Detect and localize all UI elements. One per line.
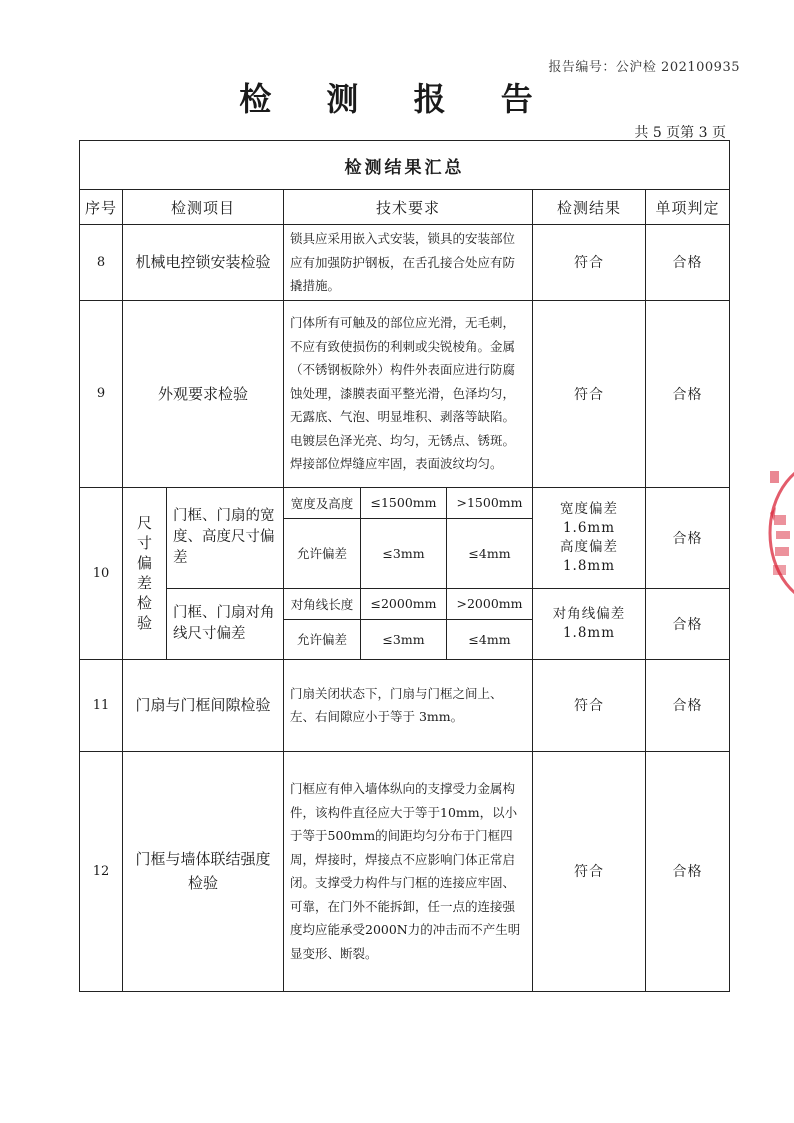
test-result [533,588,646,659]
test-result: 符合 [533,659,646,751]
inspection-seal-fragment [764,455,794,610]
sub-test-item: 门框、门扇对角线尺寸偏差 [167,588,284,659]
table-row [80,588,730,619]
tolerance-label: 允许偏差 [284,619,361,659]
row-number: 8 [80,225,123,301]
test-result [533,487,646,588]
item-verdict: 合格 [646,225,730,301]
result-line: 1.8mm [562,557,616,574]
technical-requirement: 门扇关闭状态下，门扇与门框之间上、左、右间隙应小于等于 3mm。 [284,659,533,751]
row-number: 10 [80,487,123,659]
item-verdict: 合格 [646,588,730,659]
test-item: 门扇与门框间隙检验 [123,659,284,751]
results-summary-table [79,140,730,992]
dimension-label: 宽度及高度 [284,487,361,518]
test-result: 符合 [533,225,646,301]
test-result: 符合 [533,751,646,991]
table-row [80,487,730,518]
item-verdict: 合格 [646,300,730,487]
summary-title: 检测结果汇总 [80,141,730,190]
result-line: 高度偏差 [560,538,618,555]
row-number: 9 [80,300,123,487]
item-verdict: 合格 [646,659,730,751]
dimension-range-b: >1500mm [447,487,533,518]
table-row [80,659,730,751]
dimension-range-a: ≤1500mm [361,487,447,518]
technical-requirement: 门体所有可触及的部位应光滑，无毛刺，不应有致使损伤的利刺或尖锐棱角。金属（不锈钢板除外）构件外表面应进行防腐蚀处理，漆膜表面平整光滑，色泽均匀，无露底、气泡、明显堆积、剥落等缺陷。电镀层色泽光亮、均匀，无锈点、锈斑。焊接部位焊缝应牢固，表面波纹均匀。 [284,300,533,487]
col-header-no: 序号 [80,190,123,225]
test-item: 门框与墙体联结强度检验 [123,751,284,991]
col-header-requirement: 技术要求 [284,190,533,225]
col-header-item: 检测项目 [123,190,284,225]
row-number: 11 [80,659,123,751]
item-verdict: 合格 [646,487,730,588]
sub-category: 尺寸偏差检验 [123,487,167,659]
table-header-row [80,190,730,225]
dimension-range-b: >2000mm [447,588,533,619]
page-info: 共 5 页第 3 页 [634,125,726,141]
row-number: 12 [80,751,123,991]
technical-requirement: 门框应有伸入墙体纵向的支撑受力金属构件，该构件直径应大于等于10mm，以小于等于500mm的间距均匀分布于门框四周，焊接时，焊接点不应影响门体正常启闭。支撑受力构件与门框的连接应牢固、可靠，在门外不能拆卸，任一点的连接强度均应能承受2000N力的冲击而不产生明显变形、断裂。 [284,751,533,991]
test-result: 符合 [533,300,646,487]
tolerance-value-b: ≤4mm [447,518,533,588]
result-line: 1.8mm [562,624,616,641]
sub-test-item: 门框、门扇的宽度、高度尺寸偏差 [167,487,284,588]
result-line: 对角线偏差 [552,605,626,622]
item-verdict: 合格 [646,751,730,991]
table-row [80,225,730,301]
report-title: 检 测 报 告 [239,80,555,118]
col-header-result: 检测结果 [533,190,646,225]
technical-requirement: 锁具应采用嵌入式安装，锁具的安装部位应有加强防护钢板，在舌孔接合处应有防撬措施。 [284,225,533,301]
table-row [80,300,730,487]
report-number: 报告编号：公沪检 202100935 [548,60,740,75]
col-header-verdict: 单项判定 [646,190,730,225]
result-line: 宽度偏差 [560,500,618,517]
test-item: 外观要求检验 [123,300,284,487]
tolerance-value-a: ≤3mm [361,518,447,588]
dimension-label: 对角线长度 [284,588,361,619]
tolerance-value-a: ≤3mm [361,619,447,659]
test-item: 机械电控锁安装检验 [123,225,284,301]
result-line: 1.6mm [562,519,616,536]
table-row [80,751,730,991]
dimension-range-a: ≤2000mm [361,588,447,619]
tolerance-label: 允许偏差 [284,518,361,588]
tolerance-value-b: ≤4mm [447,619,533,659]
